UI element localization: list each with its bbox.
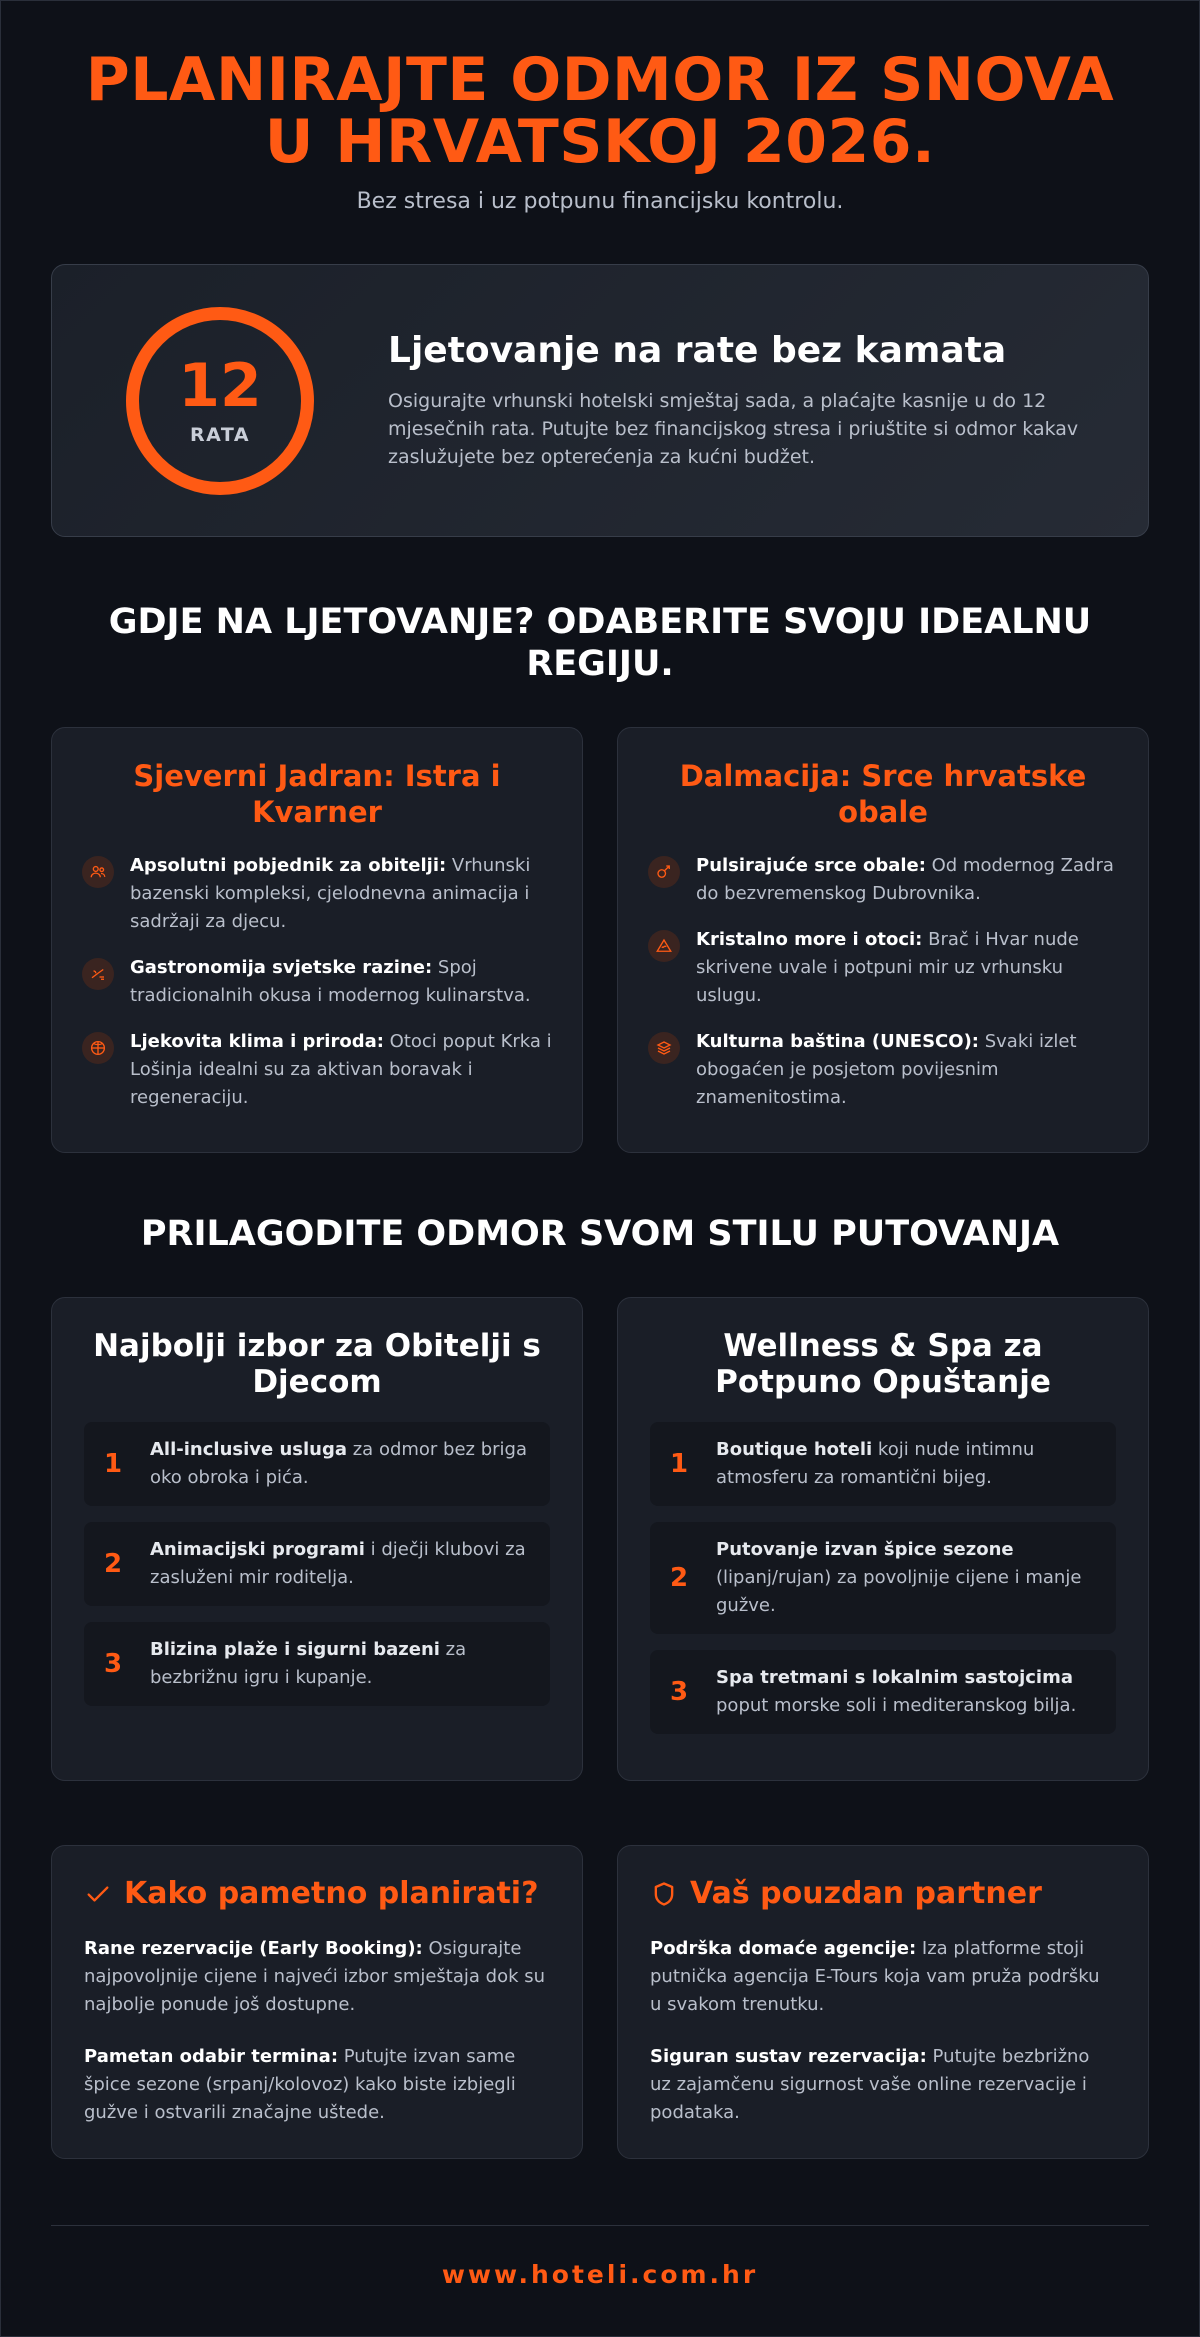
installment-description: Osigurajte vrhunski hotelski smještaj sada, a plaćajte kasnije u do 12 mjesečnih rata. Putujte bez financijskog stresa i priuštite si odmor kakav zaslužujete bez opterećenja za kućni budžet. [388, 390, 1079, 468]
info-title: Vaš pouzdan partner [690, 1876, 1042, 1911]
info-paragraph [650, 2043, 1116, 2127]
feature-text: Svaki izlet obogaćen je posjetom povijesnim znamenitostima. [696, 1031, 1077, 1108]
feature-text: Brač i Hvar nude skrivene uvale i potpuni mir uz vrhunsku uslugu. [696, 929, 1079, 1006]
regions-section-title: GDJE NA LJETOVANJE? ODABERITE SVOJU IDEALNU REGIJU. [108, 602, 1092, 684]
info-title: Kako pametno planirati? [124, 1876, 539, 1911]
style-step [650, 1650, 1116, 1734]
style-title: Najbolji izbor za Obitelji s Djecom [93, 1328, 541, 1400]
style-step [650, 1522, 1116, 1634]
region-card-north-adriatic [51, 727, 583, 1153]
footer-divider [51, 2225, 1149, 2226]
step-text: koji nude intimnu atmosferu za romantični bijeg. [716, 1439, 1035, 1488]
step-bold: Boutique hoteli [716, 1439, 873, 1460]
info-card-planning [51, 1845, 583, 2159]
step-number: 1 [670, 1449, 689, 1479]
footer-url-link[interactable]: www.hoteli.com.hr [441, 2260, 759, 2289]
region-card-dalmatia [617, 727, 1149, 1153]
info-grid [51, 1845, 1149, 2159]
style-step [84, 1622, 550, 1706]
step-bold: Putovanje izvan špice sezone [716, 1539, 1014, 1560]
style-title: Wellness & Spa za Potpuno Opuštanje [715, 1328, 1051, 1400]
region-feature [648, 1028, 1118, 1112]
check-icon [84, 1880, 112, 1908]
region-feature [648, 852, 1118, 908]
info-paragraph [84, 2043, 550, 2127]
step-text: i dječji klubovi za zasluženi mir roditelja. [150, 1539, 526, 1588]
regions-grid [51, 727, 1149, 1153]
info-text: Putujte izvan same špice sezone (srpanj/kolovoz) kako biste izbjegli gužve i ostvarili značajne uštede. [84, 2046, 516, 2123]
hero-subtitle: Bez stresa i uz potpunu financijsku kontrolu. [356, 189, 844, 214]
step-text: za bezbrižnu igru i kupanje. [150, 1639, 467, 1688]
shield-icon [650, 1880, 678, 1908]
feature-bold: Apsolutni pobjednik za obitelji: [130, 855, 447, 876]
feature-text: Spoj tradicionalnih okusa i modernog kulinarstva. [130, 957, 531, 1006]
step-number: 3 [104, 1649, 123, 1679]
region-feature [82, 1028, 552, 1112]
info-paragraph [650, 1935, 1116, 2019]
style-step [84, 1522, 550, 1606]
feature-bold: Gastronomija svjetske razine: [130, 957, 433, 978]
info-bold: Podrška domaće agencije: [650, 1938, 917, 1959]
layers-icon [648, 1032, 680, 1064]
info-text: Osigurajte najpovoljnije cijene i najveći izbor smještaja dok su najbolje ponude još dostupne. [84, 1938, 546, 2015]
step-text: za odmor bez briga oko obroka i pića. [150, 1439, 527, 1488]
feature-bold: Ljekovita klima i priroda: [130, 1031, 384, 1052]
region-title: Dalmacija: Srce hrvatske obale [679, 759, 1087, 829]
step-bold: Animacijski programi [150, 1539, 365, 1560]
info-bold: Siguran sustav rezervacija: [650, 2046, 927, 2067]
installment-number: 12 [178, 350, 262, 421]
feature-bold: Kristalno more i otoci: [696, 929, 923, 950]
step-text: poput morske soli i mediteranskog bilja. [716, 1695, 1077, 1716]
style-step [650, 1422, 1116, 1506]
installment-title: Ljetovanje na rate bez kamata [388, 330, 1007, 371]
feature-bold: Pulsirajuće srce obale: [696, 855, 926, 876]
step-bold: Spa tretmani s lokalnim sastojcima [716, 1667, 1073, 1688]
style-section-title: PRILAGODITE ODMOR SVOM STILU PUTOVANJA [140, 1214, 1060, 1254]
installment-card [51, 264, 1149, 537]
info-bold: Pametan odabir termina: [84, 2046, 339, 2067]
style-card-families [51, 1297, 583, 1781]
feature-text: Vrhunski bazenski kompleksi, cjelodnevna animacija i sadržaji za djecu. [130, 855, 531, 932]
region-feature [82, 852, 552, 936]
style-card-wellness [617, 1297, 1149, 1781]
info-text: Putujte bezbrižno uz zajamčenu sigurnost vaše online rezervacije i podataka. [650, 2046, 1090, 2123]
info-text: Iza platforme stoji putnička agencija E-Tours koja vam pruža podršku u svakom trenutku. [650, 1938, 1100, 2015]
step-text: (lipanj/rujan) za povoljnije cijene i manje gužve. [716, 1567, 1082, 1616]
step-bold: Blizina plaže i sigurni bazeni [150, 1639, 440, 1660]
step-bold: All-inclusive usluga [150, 1439, 348, 1460]
pulse-icon [648, 856, 680, 888]
info-card-partner [617, 1845, 1149, 2159]
styles-grid [51, 1297, 1149, 1781]
installment-label: RATA [189, 423, 251, 446]
hero-title: PLANIRAJTE ODMOR IZ SNOVA U HRVATSKOJ 2026. [85, 45, 1115, 177]
region-feature [648, 926, 1118, 1010]
step-number: 1 [104, 1449, 123, 1479]
info-bold: Rane rezervacije (Early Booking): [84, 1938, 423, 1959]
cooking-icon [82, 958, 114, 990]
family-icon [82, 856, 114, 888]
feature-text: Od modernog Zadra do bezvremenskog Dubrovnika. [696, 855, 1114, 904]
info-paragraph [84, 1935, 550, 2019]
nature-globe-icon [82, 1032, 114, 1064]
step-number: 2 [670, 1563, 689, 1593]
feature-text: Otoci poput Krka i Lošinja idealni su za aktivan boravak i regeneraciju. [130, 1031, 552, 1108]
installment-ring [126, 307, 314, 495]
region-feature [82, 954, 552, 1010]
step-number: 2 [104, 1549, 123, 1579]
region-title: Sjeverni Jadran: Istra i Kvarner [133, 759, 501, 829]
step-number: 3 [670, 1677, 689, 1707]
island-icon [648, 930, 680, 962]
style-step [84, 1422, 550, 1506]
feature-bold: Kulturna baština (UNESCO): [696, 1031, 979, 1052]
